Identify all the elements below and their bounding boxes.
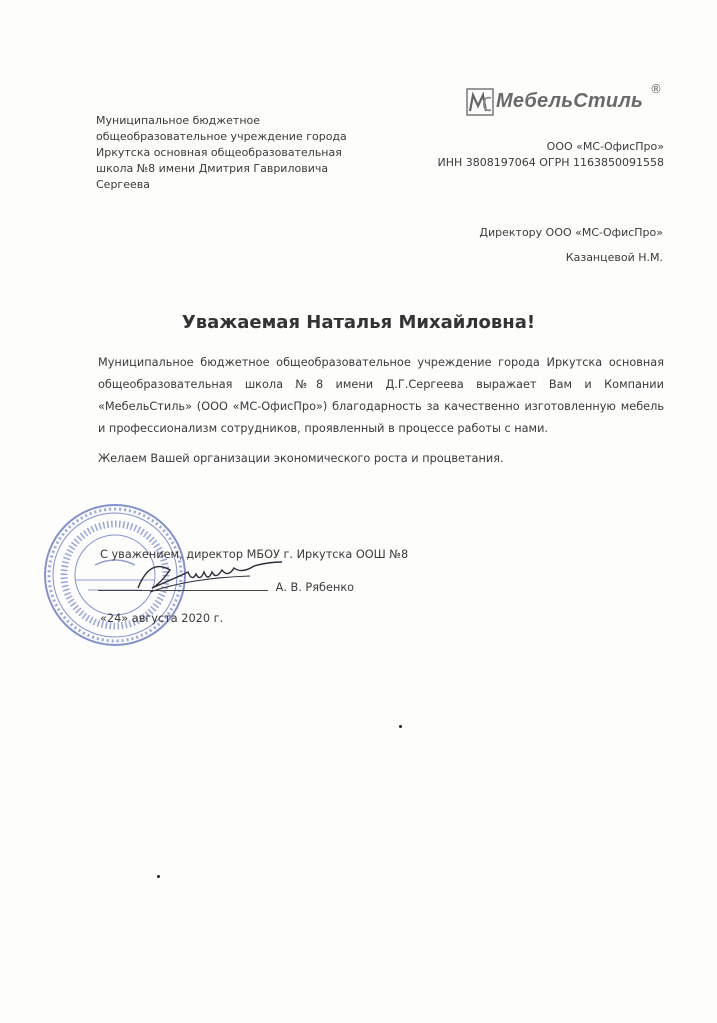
recipient-block: [479, 226, 663, 264]
mc-monogram-icon: [466, 88, 494, 116]
signoff-line: С уважением, директор МБОУ г. Иркутска ООШ №8: [100, 548, 409, 561]
signer-name: А. В. Рябенко: [275, 581, 355, 594]
body-paragraph: Желаем Вашей организации экономического роста и процветания.: [98, 452, 504, 465]
recipient-name: Казанцевой Н.М.: [565, 251, 663, 264]
registered-mark: ®: [650, 82, 662, 96]
sender-line: Иркутска основная общеобразовательная: [96, 146, 342, 159]
body-paragraph: Муниципальное бюджетное общеобразовательное учреждение города Иркутска основная общеобразовательная школа №8 имени Д.Г.Сергеева выражает Вам и Компании «МебельСтиль» (ООО «МС-ОфисПро») благодарность за качественно изготовленную мебель и профессионализм сотрудников, проявленный в процессе работы с нами.: [98, 356, 664, 435]
logo-text: МебельСтиль: [496, 90, 644, 112]
recipient-position: Директору ООО «МС-ОфисПро»: [479, 226, 663, 239]
speck: [399, 725, 402, 728]
sender-line: общеобразовательное учреждение города: [96, 130, 347, 143]
handwritten-signature: [130, 548, 290, 608]
sender-line: Муниципальное бюджетное: [96, 114, 261, 127]
sender-line: школа №8 имени Дмитрия Гавриловича: [96, 162, 329, 175]
company-logo: [466, 84, 666, 120]
sender-line: Сергеева: [96, 178, 150, 191]
company-name: ООО «МС-ОфисПро»: [546, 140, 664, 153]
greeting-heading: Уважаемая Наталья Михайловна!: [181, 312, 536, 333]
company-ids: ИНН 3808197064 ОГРН 1163850091558: [437, 156, 664, 169]
company-details: [438, 139, 665, 171]
letter-body: [98, 352, 664, 470]
sender-block: [96, 113, 366, 193]
letter-date: «24» августа 2020 г.: [100, 612, 224, 625]
speck: [157, 875, 160, 878]
